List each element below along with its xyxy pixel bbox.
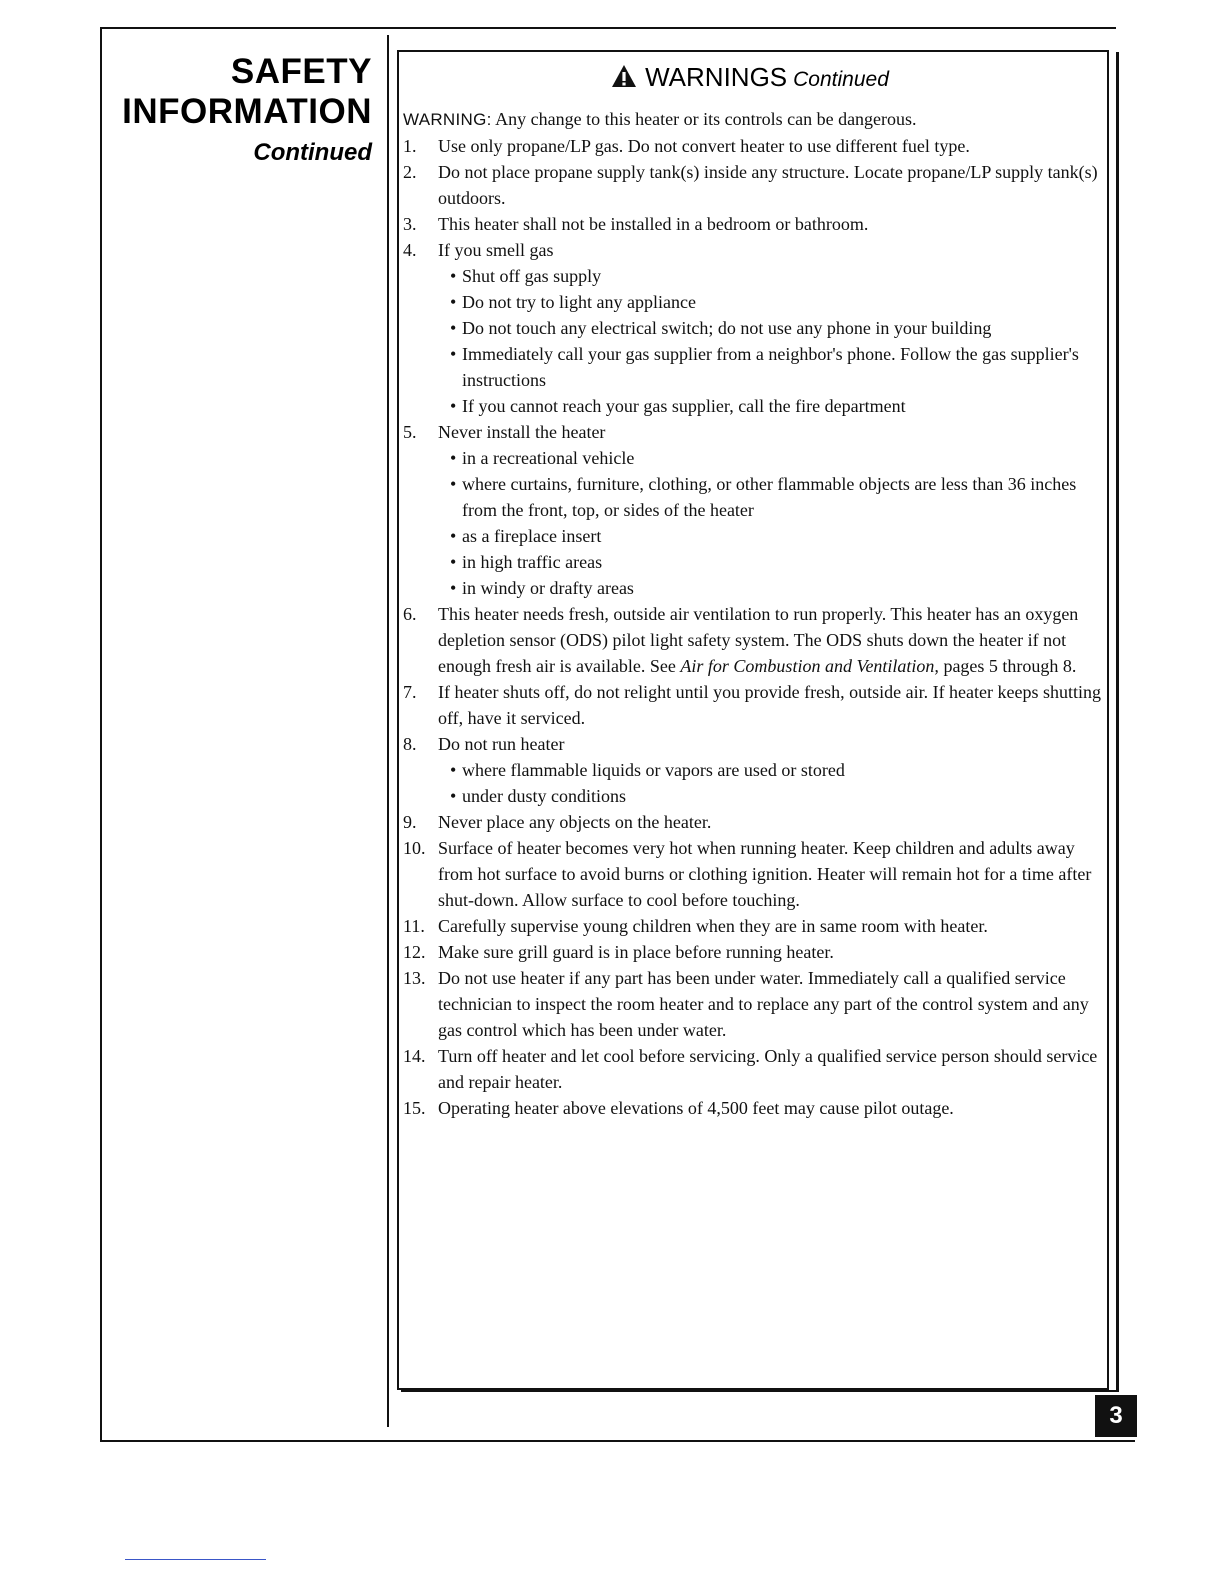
item-text: Use only propane/LP gas. Do not convert heater to use different fuel type. [438,136,970,156]
item-number: 5. [403,422,417,442]
item-text: Make sure grill guard is in place before running heater. [438,942,834,962]
item-text: Surface of heater becomes very hot when running heater. Keep children and adults away from hot surface to avoid burns or clothing ignition. Heater will remain hot for a time after shut-down. Allow surface to cool before touching. [438,838,1092,910]
section-subtitle: Continued [253,139,372,166]
item-number: 6. [403,604,417,624]
warnings-content [403,106,1103,1121]
bullet-marker: • [450,578,457,598]
item-text: Do not place propane supply tank(s) inside any structure. Locate propane/LP supply tank(s) outdoors. [438,162,1098,208]
warning-item-7 [403,679,1103,731]
item-number: 4. [403,240,417,260]
section-heading [106,52,372,168]
bullet-text: in high traffic areas [462,552,603,572]
bullet-item [449,575,1103,601]
bullet-item [449,523,1103,549]
bullet-text: as a fireplace insert [462,526,602,546]
warnings-heading [400,62,1100,95]
warning-item-12 [403,939,1103,965]
warning-item-5 [403,419,1103,445]
item-text: Operating heater above elevations of 4,500 feet may cause pilot outage. [438,1098,954,1118]
bullet-marker: • [450,292,457,312]
bullet-item [449,549,1103,575]
warning-intro-text: Any change to this heater or its controls can be dangerous. [495,109,917,129]
section-title-line2: INFORMATION [122,92,372,131]
item-text: Do not run heater [438,734,565,754]
bullet-marker: • [450,552,457,572]
bullet-text: where curtains, furniture, clothing, or other flammable objects are less than 36 inches from the front, top, or sides of the heater [462,474,1077,520]
warning-item-15 [403,1095,1103,1121]
bullet-marker: • [450,526,457,546]
bullet-text: Do not try to light any appliance [462,292,696,312]
item-text: If you smell gas [438,240,554,260]
item-number: 1. [403,136,417,156]
bullet-text: where flammable liquids or vapors are used or stored [462,760,845,780]
item-number: 3. [403,214,417,234]
warning-item-1 [403,133,1103,159]
warning-triangle-icon [611,64,637,95]
item-number: 10. [403,838,426,858]
item-number: 14. [403,1046,426,1066]
footer-rule [125,1559,266,1560]
bullet-item [449,471,1103,523]
item-number: 8. [403,734,417,754]
warning-item-8 [403,731,1103,757]
bullet-item [449,393,1103,419]
bullet-item [449,315,1103,341]
item-number: 13. [403,968,426,988]
warning-item-6 [403,601,1103,679]
section-title-line1: SAFETY [230,52,372,91]
bullet-text: Do not touch any electrical switch; do not use any phone in your building [462,318,992,338]
item-number: 7. [403,682,417,702]
bullet-item [449,263,1103,289]
warnings-box-shadow-bottom [401,1390,1117,1392]
bullet-item [449,783,1103,809]
column-divider [387,35,389,1427]
warning-item-9 [403,809,1103,835]
bullet-marker: • [450,396,457,416]
bullet-text: Immediately call your gas supplier from a neighbor's phone. Follow the gas supplier's instructions [462,344,1079,390]
warning-item-2 [403,159,1103,211]
warning-item-3 [403,211,1103,237]
item-number: 12. [403,942,426,962]
bullet-marker: • [450,786,457,806]
warning-item-11 [403,913,1103,939]
item-text: Do not use heater if any part has been under water. Immediately call a qualified service technician to inspect the room heater and to replace any part of the control system and any gas control which has been under water. [438,968,1089,1040]
bullet-marker: • [450,448,457,468]
item-number: 15. [403,1098,426,1118]
warnings-title-suffix: Continued [793,68,889,91]
page-frame-top-rule [100,27,1116,29]
item-text: Never install the heater [438,422,606,442]
bullet-marker: • [450,318,457,338]
warning-lead: WARNING: [403,110,492,129]
bullet-item [449,341,1103,393]
item-text: Carefully supervise young children when they are in same room with heater. [438,916,988,936]
item-number: 9. [403,812,417,832]
warning-item-13 [403,965,1103,1043]
bullet-item [449,757,1103,783]
bullet-marker: • [450,344,457,364]
bullet-text: If you cannot reach your gas supplier, call the fire department [462,396,906,416]
item-text: Never place any objects on the heater. [438,812,712,832]
bullet-text: Shut off gas supply [462,266,602,286]
bullet-item [449,445,1103,471]
page-number: 3 [1109,1402,1123,1429]
bullet-text: in a recreational vehicle [462,448,635,468]
bullet-text: in windy or drafty areas [462,578,634,598]
item-text: Turn off heater and let cool before servicing. Only a qualified service person should service and repair heater. [438,1046,1098,1092]
bullet-marker: • [450,266,457,286]
warning-item-4 [403,237,1103,263]
item-number: 2. [403,162,417,182]
warnings-box-shadow-right [1116,52,1119,1392]
item-number: 11. [403,916,425,936]
warnings-title: WARNINGS [645,62,788,92]
warning-item-14 [403,1043,1103,1095]
warning-item-10 [403,835,1103,913]
item-text: If heater shuts off, do not relight until you provide fresh, outside air. If heater keeps shutting off, have it serviced. [438,682,1102,728]
bullet-marker: • [450,760,457,780]
item-text: This heater shall not be installed in a bedroom or bathroom. [438,214,869,234]
bullet-text: under dusty conditions [462,786,626,806]
item-reference: Air for Combustion and Ventilation, [680,656,939,676]
page-number-tab [1095,1395,1137,1437]
warning-intro [403,106,1103,133]
page-frame-left-rule [100,27,102,1442]
item-text [438,601,1103,679]
bullet-marker: • [450,474,457,494]
item-text-before-ref: This heater needs fresh, outside air ventilation to run properly. This heater has an oxygen depletion sensor (ODS) pilot light safety system. The ODS shuts down the heater if not enough fresh air is available. See [438,604,1079,676]
bullet-item [449,289,1103,315]
item-text-after-ref: pages 5 through 8. [943,656,1077,676]
page-frame-bottom-rule [100,1440,1135,1442]
